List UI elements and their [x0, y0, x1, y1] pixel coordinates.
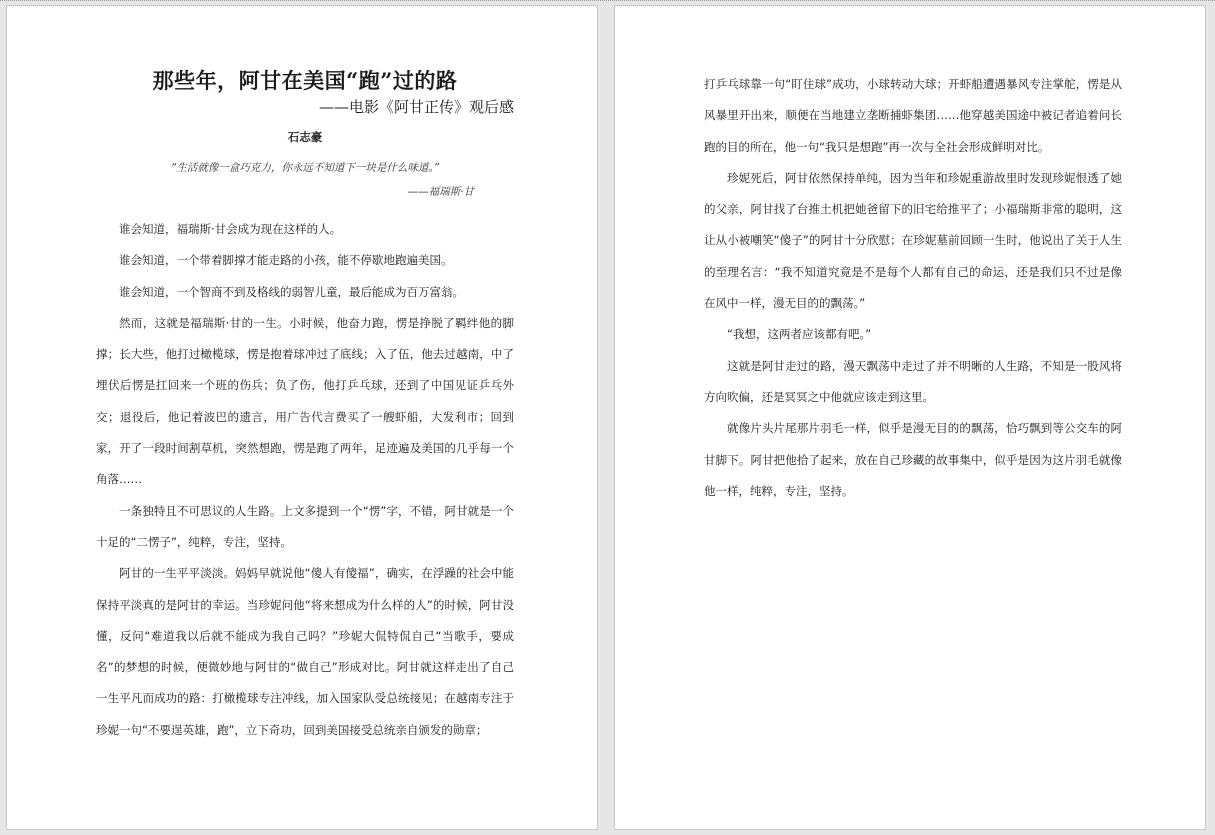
paragraph: 谁会知道，一个智商不到及格线的弱智儿童，最后能成为百万富翁。: [119, 284, 464, 299]
paragraph: 然而，这就是福瑞斯·甘的一生。小时候，他奋力跑，愣是挣脱了羁绊他的脚撑；长大些，他打过橄榄球，愣是抱着球冲过了底线；入了伍，他去过越南，中了埋伏后愣是扛回来一个班的伤兵；负了伤，他打乒乓球，还到了中国见证乒乓外交；退役后，他记着波巴的遗言，用广告代言费买了一艘虾船，大发利市；回到家，开了一段时间割草机，突然想跑，愣是跑了两年，足迹遍及美国的几乎每一个角落……: [96, 315, 514, 487]
paragraph: 珍妮死后，阿甘依然保持单纯，因为当年和珍妮重游故里时发现珍妮恨透了她的父亲，阿甘找了台推土机把她爸留下的旧宅给推平了；小福瑞斯非常的聪明，这让从小被嘲笑“傻子”的阿甘十分欣慰；在珍妮墓前回顾一生时，他说出了关于人生的至理名言：“我不知道究竟是不是每个人都有自己的命运，还是我们只不过是像在风中一样，漫无目的的飘荡。”: [704, 170, 1122, 311]
paragraph: 一条独特且不可思议的人生路。上文多提到一个“愣”字，不错，阿甘就是一个十足的“二愣子”，纯粹，专注，坚持。: [96, 503, 514, 549]
paragraph: 就像片头片尾那片羽毛一样，似乎是漫无目的的飘荡，恰巧飘到等公交车的阿甘脚下。阿甘把他拾了起来，放在自己珍藏的故事集中，似乎是因为这片羽毛就像他一样，纯粹，专注，坚持。: [704, 421, 1122, 498]
epigraph-quote: “生活就像一盒巧克力，你永远不知道下一块是什么味道。”: [170, 162, 440, 174]
paragraph: 谁会知道，一个带着脚撑才能走路的小孩，能不停歇地跑遍美国。: [119, 253, 453, 268]
document-page-2: [614, 5, 1206, 830]
paragraph: 打乒乓球靠一句“盯住球”成功，小球转动大球；开虾船遭遇暴风专注掌舵，愣是从风暴里开出来，顺便在当地建立垄断捕虾集团……他穿越美国途中被记者追着问长跑的目的所在，他一句“我只是想跑”再一次与全社会形成鲜明对比。: [704, 77, 1122, 154]
document-title: 那些年，阿甘在美国“跑”过的路: [152, 68, 458, 93]
author-name: 石志豪: [287, 130, 323, 144]
epigraph-source: ——福瑞斯·甘: [407, 186, 474, 198]
page-content: [704, 69, 1122, 507]
document-subtitle: ——电影《阿甘正传》观后感: [318, 98, 514, 116]
document-page-1: [6, 5, 598, 830]
paragraph: 谁会知道，福瑞斯·甘会成为现在这样的人。: [119, 222, 342, 236]
paragraph: “我想，这两者应该都有吧。”: [727, 327, 872, 342]
paragraph: 阿甘的一生平平淡淡。妈妈早就说他“傻人有傻福”，确实，在浮躁的社会中能保持平淡真的是阿甘的幸运。当珍妮问他“将来想成为什么样的人”的时候，阿甘没懂，反问“难道我以后就不能成为我自己吗？”珍妮大侃特侃自己“当歌手，要成名”的梦想的时候，便微妙地与阿甘的“做自己”形成对比。阿甘就这样走出了自己一生平凡而成功的路：打橄榄球专注冲线，加入国家队受总统接见；在越南专注于珍妮一句“不要逞英雄，跑”，立下奇功，回到美国接受总统亲自颁发的勋章；: [96, 566, 514, 737]
paragraph: 这就是阿甘走过的路，漫天飘荡中走过了并不明晰的人生路，不知是一股风将方向吹偏，还是冥冥之中他就应该走到这里。: [704, 358, 1122, 404]
page-content: [96, 66, 514, 746]
